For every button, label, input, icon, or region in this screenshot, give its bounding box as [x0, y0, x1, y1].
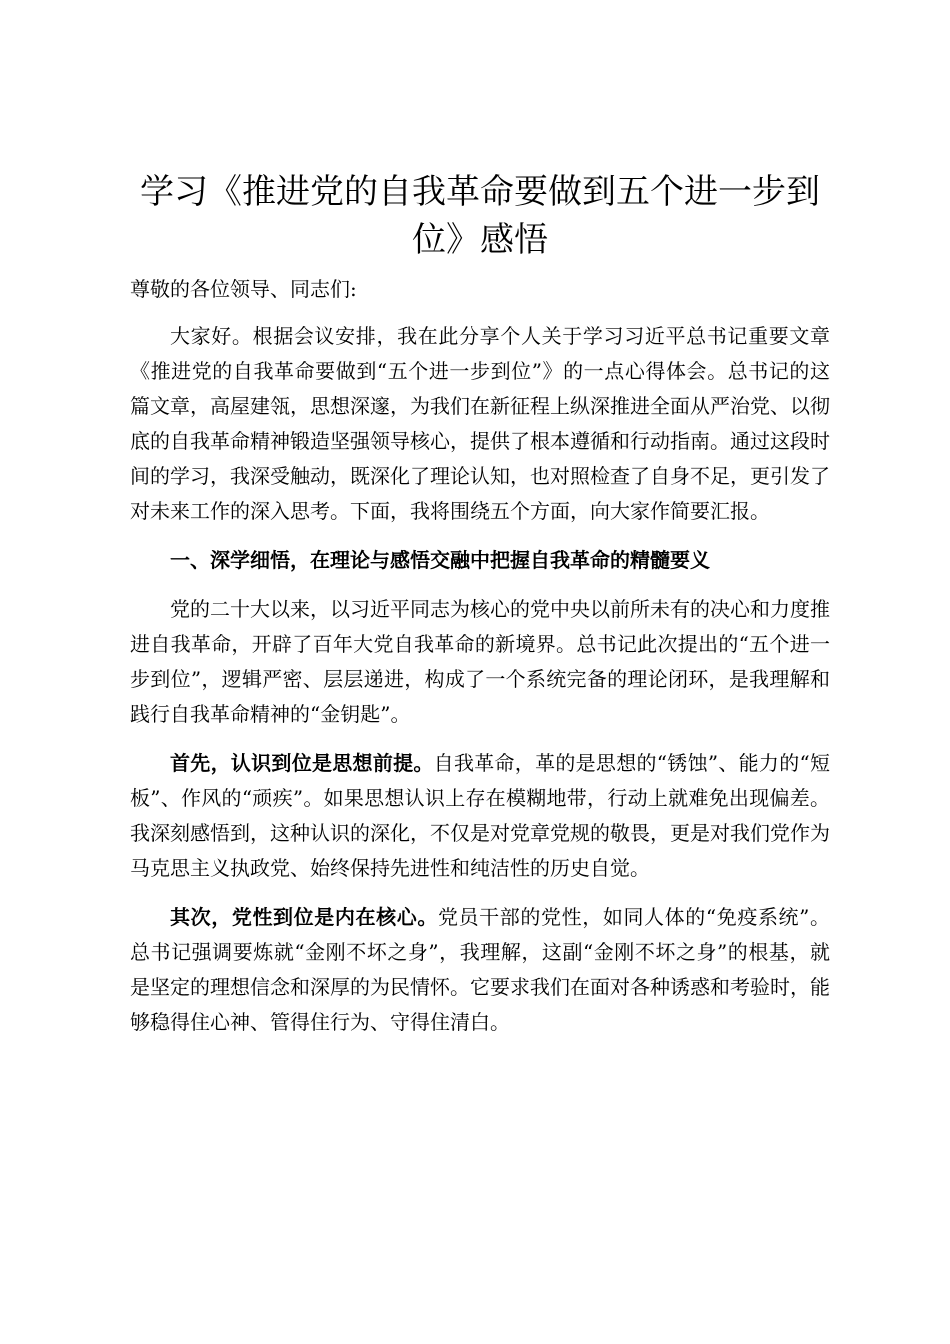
point-2-lead: 其次，党性到位是内在核心。	[170, 905, 438, 929]
document-page	[130, 168, 830, 1054]
point-2-text: 党员干部的党性，如同人体的“免疫系统”。总书记强调要炼就“金刚不坏之身”，我理解，这副“金刚不坏之身”的根基，就是坚定的理想信念和深厚的为民情怀。它要求我们在面对各种诱惑和考验时，能够稳得住心神、管得住行为、守得住清白。	[130, 905, 831, 1034]
section-1-paragraph: 党的二十大以来，以习近平同志为核心的党中央以前所未有的决心和力度推进自我革命，开辟了百年大党自我革命的新境界。总书记此次提出的“五个进一步到位”，逻辑严密、层层递进，构成了一个系统完备的理论闭环，是我理解和践行自我革命精神的“金钥匙”。	[130, 597, 830, 726]
point-1-paragraph	[130, 746, 830, 886]
section-1-heading: 一、深学细悟，在理论与感悟交融中把握自我革命的精髓要义	[170, 548, 710, 572]
document-title: 学习《推进党的自我革命要做到五个进一步到位》感悟	[140, 172, 820, 260]
intro-paragraph: 大家好。根据会议安排，我在此分享个人关于学习习近平总书记重要文章《推进党的自我革命要做到“五个进一步到位”》的一点心得体会。总书记的这篇文章，高屋建瓴，思想深邃，为我们在新征程上纵深推进全面从严治党、以彻底的自我革命精神锻造坚强领导核心，提供了根本遵循和行动指南。通过这段时间的学习，我深受触动，既深化了理论认知，也对照检查了自身不足，更引发了对未来工作的深入思考。下面，我将围绕五个方面，向大家作简要汇报。	[130, 324, 830, 523]
point-2-paragraph	[130, 900, 830, 1040]
greeting: 尊敬的各位领导、同志们:	[130, 277, 357, 301]
point-1-text: 自我革命，革的是思想的“锈蚀”、能力的“短板”、作风的“顽疾”。如果思想认识上存在模糊地带，行动上就难免出现偏差。我深刻感悟到，这种认识的深化，不仅是对党章党规的敬畏，更是对我们党作为马克思主义执政党、始终保持先进性和纯洁性的历史自觉。	[130, 751, 830, 880]
point-1-lead: 首先，认识到位是思想前提。	[170, 751, 434, 775]
